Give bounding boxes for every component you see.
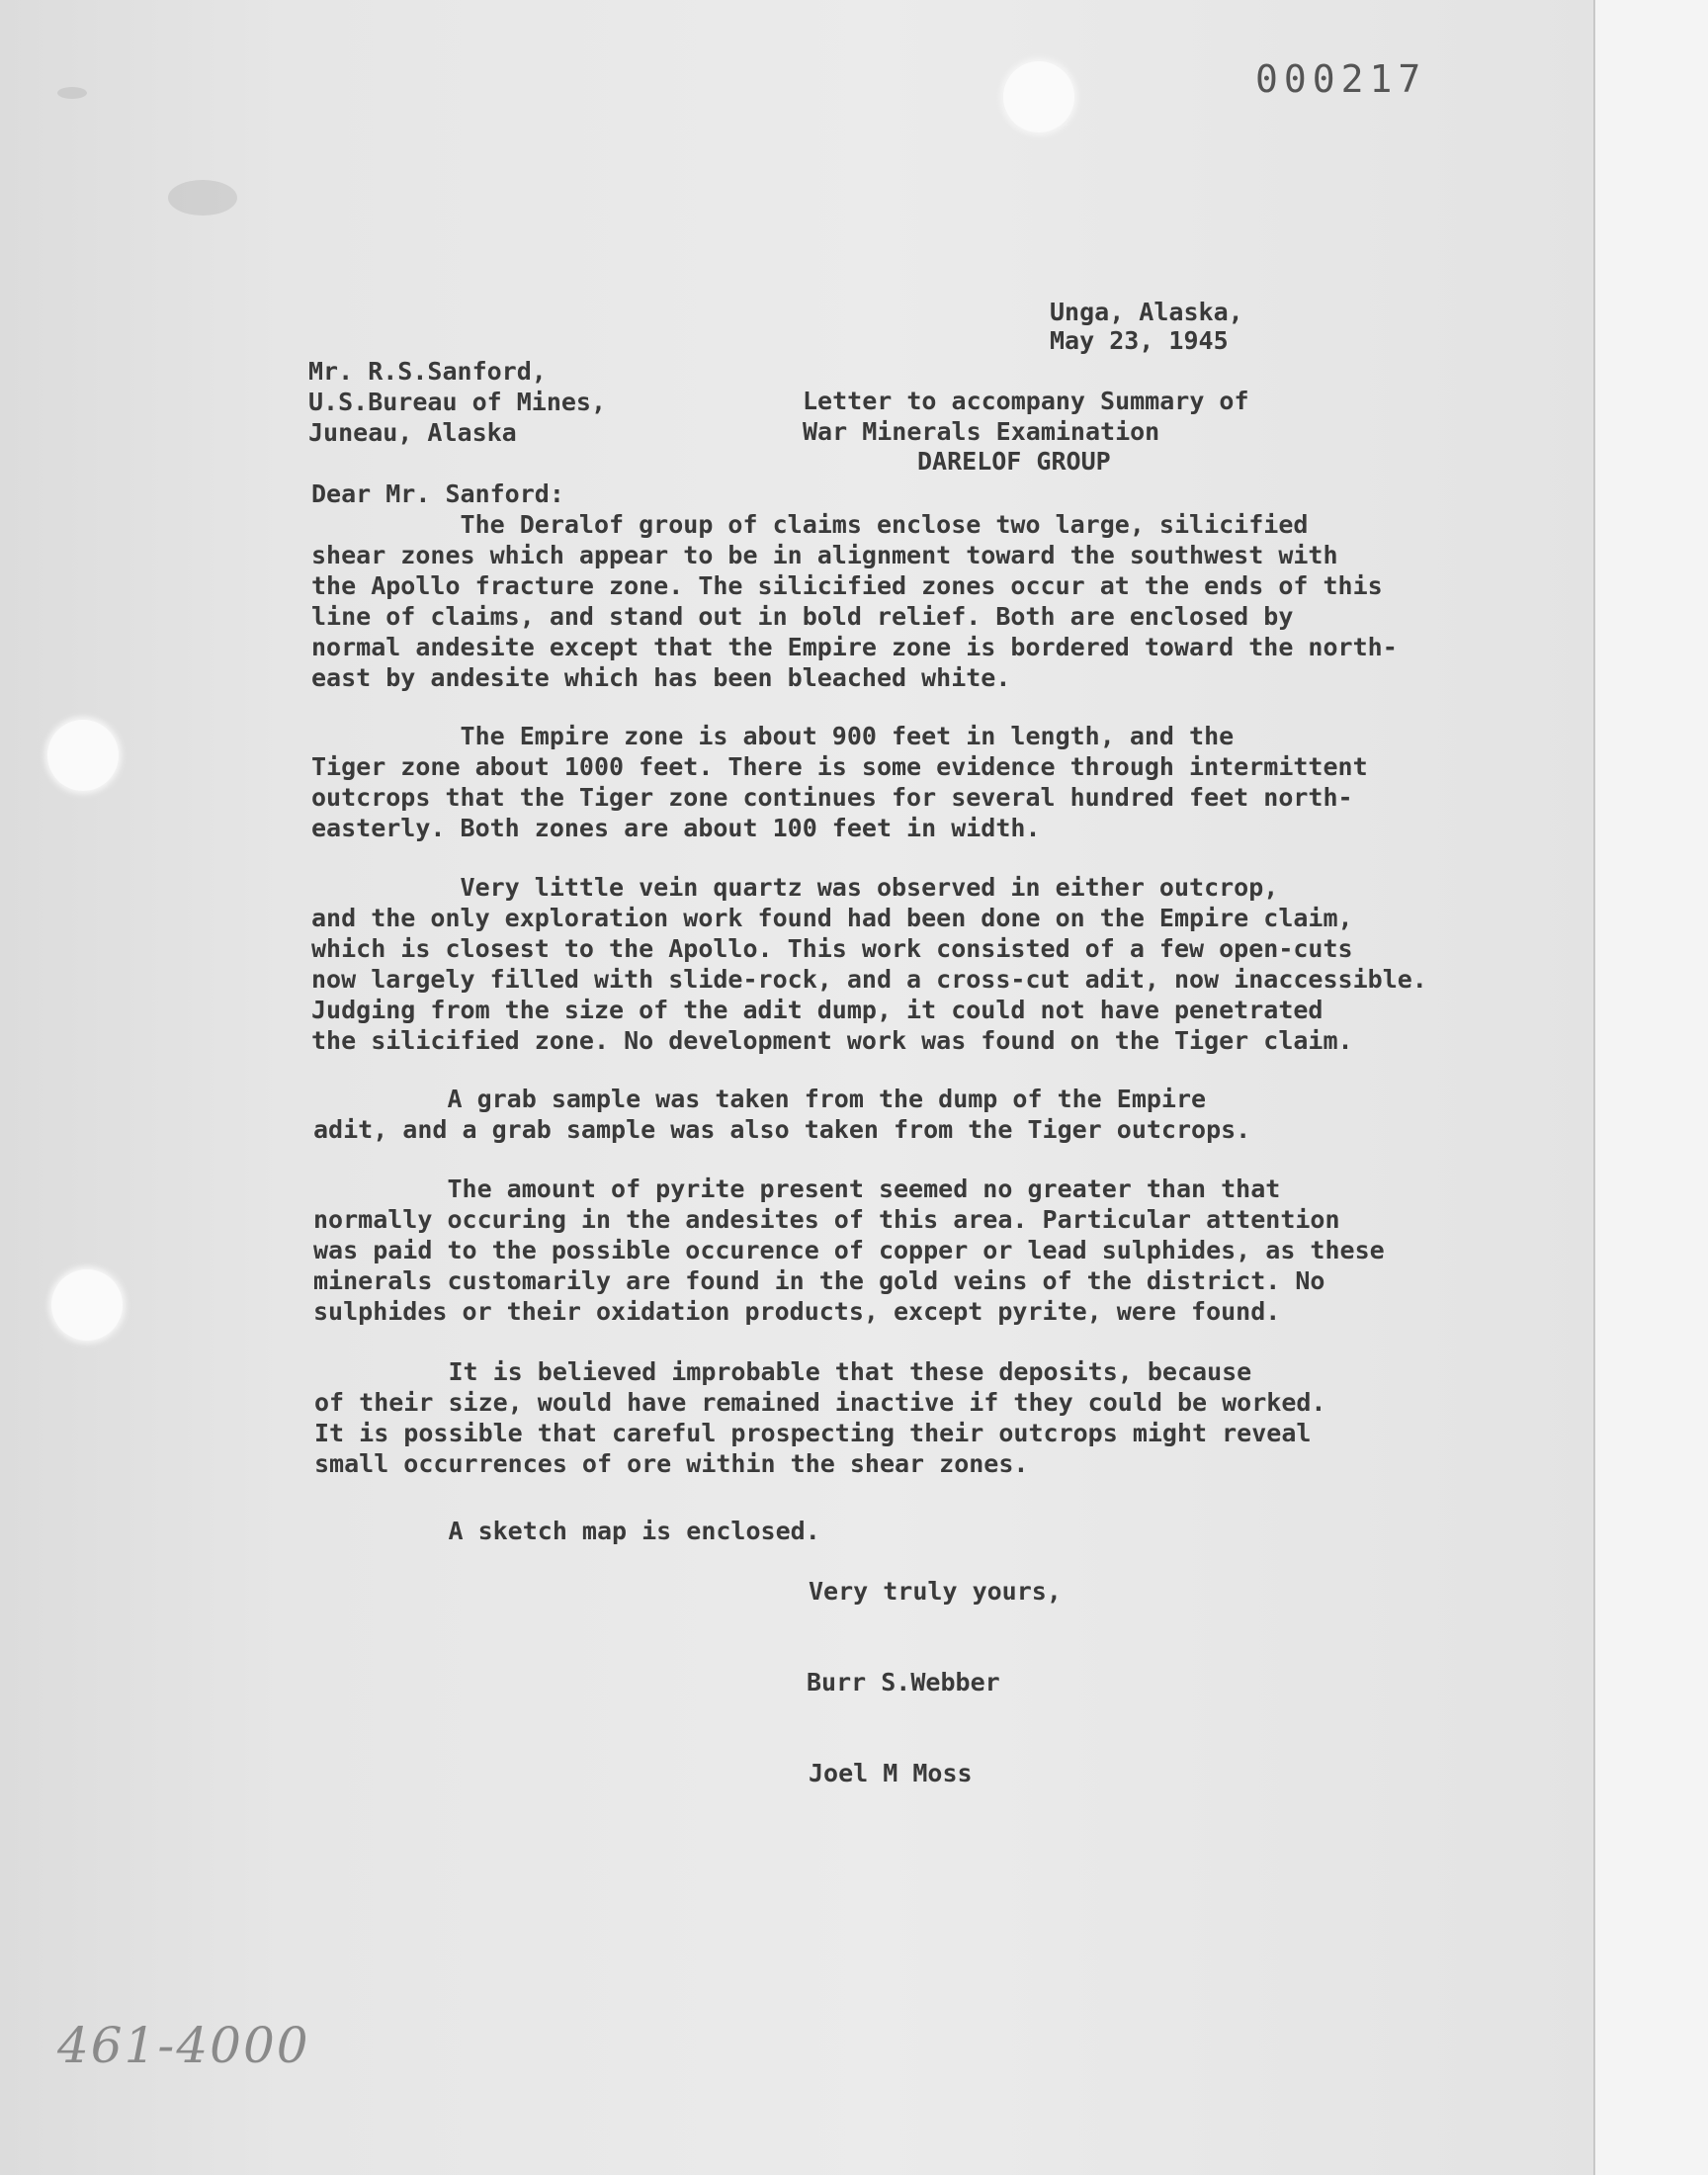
scan-smudge — [57, 87, 87, 99]
signature-name: Joel M Moss — [809, 1759, 973, 1787]
scan-smudge — [168, 180, 237, 216]
punch-hole-middle — [47, 720, 119, 791]
punch-hole-bottom — [51, 1269, 123, 1341]
body-paragraph: The Deralof group of claims enclose two large, silicified shear zones which appear to be in alignment toward the southwest with the Apollo fracture zone. The silicified zones occur at the ends of this line of claims, and stand out in bold relief. Both are enclosed by normal andesite except that the Empire zone is bordered toward the north- east by andesite which has been bleached white. — [311, 510, 1398, 692]
document-stamp-number: 000217 — [1255, 57, 1427, 101]
handwritten-file-number: 461-4000 — [57, 2017, 310, 2074]
body-paragraph: A grab sample was taken from the dump of the Empire adit, and a grab sample was also taken from the Tiger outcrops. — [313, 1085, 1251, 1144]
letter-date: May 23, 1945 — [1050, 326, 1229, 355]
subject-line: War Minerals Examination — [803, 417, 1160, 446]
letter-place: Unga, Alaska, — [1050, 298, 1243, 326]
subject-line: Letter to accompany Summary of — [803, 387, 1249, 415]
body-paragraph: The Empire zone is about 900 feet in length, and the Tiger zone about 1000 feet. There is some evidence through intermittent outcrops that the Tiger zone continues for several hundred feet north- easterly. Both zones are about 100 feet in width. — [311, 722, 1368, 842]
closing: Very truly yours, — [809, 1577, 1062, 1606]
addressee-name: Mr. R.S.Sanford, — [308, 357, 547, 386]
body-paragraph: The amount of pyrite present seemed no greater than that normally occuring in the andesites of this area. Particular attention was paid to the possible occurence of copper or lead sulphides, as these minerals customarily are found in the gold veins of the district. No sulphides or their oxidation products, except pyrite, were found. — [313, 1174, 1385, 1326]
addressee-location: Juneau, Alaska — [308, 418, 517, 447]
body-paragraph: A sketch map is enclosed. — [314, 1517, 820, 1545]
subject-title: DARELOF GROUP — [917, 447, 1111, 476]
body-paragraph: Very little vein quartz was observed in either outcrop, and the only exploration work found had been done on the Empire claim, which is closest to the Apollo. This work consisted of a few open-cuts now largely filled with slide-rock, and a cross-cut adit, now inaccessible. Judging from the size of the adit dump, it could not have penetrated the silicified zone. No development work was found on the Tiger claim. — [311, 873, 1427, 1055]
signature-name: Burr S.Webber — [807, 1668, 1000, 1696]
punch-hole-top — [1003, 61, 1074, 132]
salutation: Dear Mr. Sanford: — [311, 479, 564, 508]
scan-margin — [1593, 0, 1708, 2175]
body-paragraph: It is believed improbable that these deposits, because of their size, would have remained inactive if they could be worked. It is possible that careful prospecting their outcrops might reveal small occurrences of ore within the shear zones. — [314, 1357, 1326, 1478]
addressee-organization: U.S.Bureau of Mines, — [308, 388, 607, 416]
